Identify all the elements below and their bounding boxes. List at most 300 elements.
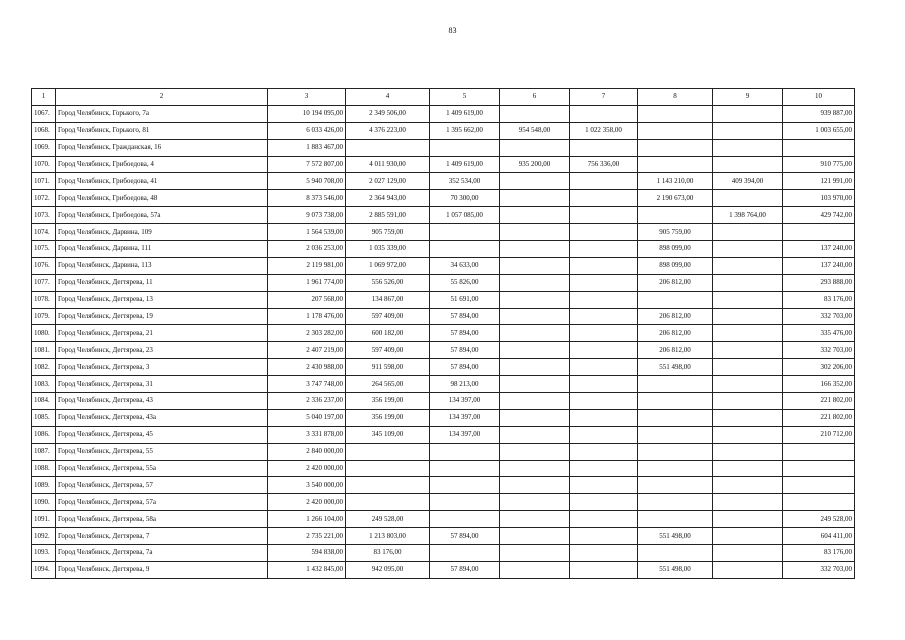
address-cell: Город Челябинск, Грибоедова, 57а: [56, 207, 268, 224]
row-number-cell: 1088.: [32, 460, 56, 477]
value-cell: [500, 545, 570, 562]
value-cell: 600 182,00: [346, 325, 430, 342]
value-cell: [713, 511, 783, 528]
value-cell: 597 409,00: [346, 342, 430, 359]
value-cell: [638, 393, 713, 410]
address-cell: Город Челябинск, Дегтярева, 11: [56, 274, 268, 291]
row-number-cell: 1077.: [32, 274, 56, 291]
value-cell: 935 200,00: [500, 156, 570, 173]
value-cell: 57 894,00: [430, 561, 500, 578]
value-cell: 134 397,00: [430, 409, 500, 426]
value-cell: [500, 561, 570, 578]
value-cell: [570, 257, 638, 274]
value-cell: [500, 409, 570, 426]
value-cell: 1 398 764,00: [713, 207, 783, 224]
table-row: [32, 545, 855, 562]
column-header-8: 8: [638, 89, 713, 106]
address-cell: Город Челябинск, Горького, 81: [56, 122, 268, 139]
value-cell: 898 099,00: [638, 257, 713, 274]
table-row: [32, 511, 855, 528]
value-cell: 345 109,00: [346, 426, 430, 443]
value-cell: 1 409 619,00: [430, 105, 500, 122]
value-cell: 2 027 129,00: [346, 173, 430, 190]
table-row: [32, 494, 855, 511]
data-table: [31, 88, 855, 579]
value-cell: [570, 224, 638, 241]
value-cell: 939 887,00: [783, 105, 855, 122]
value-cell: [783, 139, 855, 156]
value-cell: [500, 274, 570, 291]
table-row: [32, 105, 855, 122]
table-row: [32, 426, 855, 443]
table-row: [32, 173, 855, 190]
value-cell: 1 003 655,00: [783, 122, 855, 139]
address-cell: Город Челябинск, Дарвина, 113: [56, 257, 268, 274]
column-header-7: 7: [570, 89, 638, 106]
value-cell: [500, 291, 570, 308]
value-cell: [570, 359, 638, 376]
value-cell: 1 961 774,00: [268, 274, 346, 291]
value-cell: [713, 561, 783, 578]
value-cell: 898 099,00: [638, 241, 713, 258]
value-cell: [638, 511, 713, 528]
value-cell: 103 970,00: [783, 190, 855, 207]
value-cell: 3 540 000,00: [268, 477, 346, 494]
table-body: [32, 105, 855, 578]
table-row: [32, 224, 855, 241]
table-row: [32, 325, 855, 342]
address-cell: Город Челябинск, Грибоедова, 4: [56, 156, 268, 173]
value-cell: 1 266 104,00: [268, 511, 346, 528]
row-number-cell: 1092.: [32, 528, 56, 545]
value-cell: [713, 257, 783, 274]
value-cell: 1 022 358,00: [570, 122, 638, 139]
value-cell: [713, 325, 783, 342]
value-cell: 293 888,00: [783, 274, 855, 291]
value-cell: [570, 274, 638, 291]
value-cell: [638, 409, 713, 426]
row-number-cell: 1083.: [32, 376, 56, 393]
value-cell: [570, 511, 638, 528]
value-cell: 905 759,00: [638, 224, 713, 241]
address-cell: Город Челябинск, Гражданская, 16: [56, 139, 268, 156]
address-cell: Город Челябинск, Дегтярева, 23: [56, 342, 268, 359]
value-cell: [638, 426, 713, 443]
value-cell: 249 528,00: [346, 511, 430, 528]
row-number-cell: 1087.: [32, 443, 56, 460]
value-cell: 57 894,00: [430, 342, 500, 359]
value-cell: [638, 207, 713, 224]
value-cell: 4 011 930,00: [346, 156, 430, 173]
row-number-cell: 1074.: [32, 224, 56, 241]
value-cell: 551 498,00: [638, 359, 713, 376]
value-cell: [713, 359, 783, 376]
value-cell: 121 991,00: [783, 173, 855, 190]
value-cell: [570, 426, 638, 443]
value-cell: [713, 460, 783, 477]
value-cell: [713, 122, 783, 139]
value-cell: 134 397,00: [430, 393, 500, 410]
value-cell: 1 564 539,00: [268, 224, 346, 241]
value-cell: [570, 105, 638, 122]
value-cell: [500, 308, 570, 325]
value-cell: 2 885 591,00: [346, 207, 430, 224]
address-cell: Город Челябинск, Дегтярева, 43: [56, 393, 268, 410]
value-cell: 206 812,00: [638, 308, 713, 325]
address-cell: Город Челябинск, Дегтярева, 19: [56, 308, 268, 325]
row-number-cell: 1085.: [32, 409, 56, 426]
value-cell: [638, 139, 713, 156]
value-cell: [500, 393, 570, 410]
value-cell: [500, 325, 570, 342]
value-cell: 2 364 943,00: [346, 190, 430, 207]
value-cell: [500, 426, 570, 443]
row-number-cell: 1075.: [32, 241, 56, 258]
value-cell: [713, 376, 783, 393]
address-cell: Город Челябинск, Дегтярева, 58а: [56, 511, 268, 528]
value-cell: 942 095,00: [346, 561, 430, 578]
value-cell: 1 883 467,00: [268, 139, 346, 156]
address-cell: Город Челябинск, Грибоедова, 41: [56, 173, 268, 190]
table-row: [32, 376, 855, 393]
value-cell: 352 534,00: [430, 173, 500, 190]
value-cell: [500, 139, 570, 156]
value-cell: [783, 460, 855, 477]
value-cell: 34 633,00: [430, 257, 500, 274]
value-cell: 2 303 282,00: [268, 325, 346, 342]
value-cell: 206 812,00: [638, 325, 713, 342]
value-cell: [713, 426, 783, 443]
row-number-cell: 1091.: [32, 511, 56, 528]
value-cell: 356 199,00: [346, 393, 430, 410]
value-cell: [346, 460, 430, 477]
value-cell: [346, 139, 430, 156]
value-cell: [430, 494, 500, 511]
value-cell: 556 526,00: [346, 274, 430, 291]
value-cell: [713, 241, 783, 258]
value-cell: [500, 342, 570, 359]
value-cell: 905 759,00: [346, 224, 430, 241]
value-cell: 2 407 219,00: [268, 342, 346, 359]
value-cell: 83 176,00: [783, 545, 855, 562]
value-cell: [638, 122, 713, 139]
value-cell: 70 300,00: [430, 190, 500, 207]
value-cell: 1 409 619,00: [430, 156, 500, 173]
value-cell: [783, 494, 855, 511]
value-cell: 597 409,00: [346, 308, 430, 325]
value-cell: 2 735 221,00: [268, 528, 346, 545]
row-number-cell: 1080.: [32, 325, 56, 342]
value-cell: 249 528,00: [783, 511, 855, 528]
value-cell: [713, 443, 783, 460]
value-cell: 137 240,00: [783, 257, 855, 274]
value-cell: 1 432 845,00: [268, 561, 346, 578]
value-cell: [638, 545, 713, 562]
row-number-cell: 1089.: [32, 477, 56, 494]
row-number-cell: 1068.: [32, 122, 56, 139]
value-cell: 2 190 673,00: [638, 190, 713, 207]
address-cell: Город Челябинск, Дегтярева, 9: [56, 561, 268, 578]
value-cell: 57 894,00: [430, 325, 500, 342]
column-header-6: 6: [500, 89, 570, 106]
value-cell: [430, 477, 500, 494]
header-row: [32, 89, 855, 106]
value-cell: [500, 190, 570, 207]
value-cell: 2 420 000,00: [268, 460, 346, 477]
value-cell: [500, 511, 570, 528]
value-cell: [713, 105, 783, 122]
row-number-cell: 1067.: [32, 105, 56, 122]
value-cell: [713, 393, 783, 410]
address-cell: Город Челябинск, Грибоедова, 48: [56, 190, 268, 207]
value-cell: 55 826,00: [430, 274, 500, 291]
table-row: [32, 156, 855, 173]
row-number-cell: 1094.: [32, 561, 56, 578]
address-cell: Город Челябинск, Дегтярева, 43а: [56, 409, 268, 426]
table-row: [32, 443, 855, 460]
value-cell: 1 213 803,00: [346, 528, 430, 545]
value-cell: 335 476,00: [783, 325, 855, 342]
value-cell: 210 712,00: [783, 426, 855, 443]
value-cell: [570, 241, 638, 258]
value-cell: 1 178 476,00: [268, 308, 346, 325]
value-cell: [500, 173, 570, 190]
value-cell: 264 565,00: [346, 376, 430, 393]
value-cell: 3 331 878,00: [268, 426, 346, 443]
value-cell: 2 420 000,00: [268, 494, 346, 511]
row-number-cell: 1073.: [32, 207, 56, 224]
row-number-cell: 1076.: [32, 257, 56, 274]
table-row: [32, 477, 855, 494]
value-cell: [638, 460, 713, 477]
value-cell: [570, 342, 638, 359]
value-cell: [713, 342, 783, 359]
address-cell: Город Челябинск, Дегтярева, 31: [56, 376, 268, 393]
row-number-cell: 1081.: [32, 342, 56, 359]
value-cell: 206 812,00: [638, 342, 713, 359]
column-header-4: 4: [346, 89, 430, 106]
value-cell: 8 373 546,00: [268, 190, 346, 207]
table-row: [32, 190, 855, 207]
value-cell: 551 498,00: [638, 528, 713, 545]
value-cell: 134 397,00: [430, 426, 500, 443]
value-cell: [570, 528, 638, 545]
value-cell: [500, 528, 570, 545]
value-cell: 409 394,00: [713, 173, 783, 190]
value-cell: 2 119 981,00: [268, 257, 346, 274]
value-cell: [570, 173, 638, 190]
value-cell: [430, 545, 500, 562]
value-cell: 1 395 662,00: [430, 122, 500, 139]
value-cell: 137 240,00: [783, 241, 855, 258]
value-cell: [430, 443, 500, 460]
table-row: [32, 207, 855, 224]
value-cell: [570, 376, 638, 393]
value-cell: 166 352,00: [783, 376, 855, 393]
value-cell: [638, 156, 713, 173]
column-header-3: 3: [268, 89, 346, 106]
value-cell: 302 206,00: [783, 359, 855, 376]
value-cell: 332 703,00: [783, 342, 855, 359]
value-cell: 98 213,00: [430, 376, 500, 393]
value-cell: 3 747 748,00: [268, 376, 346, 393]
column-header-5: 5: [430, 89, 500, 106]
table-row: [32, 528, 855, 545]
value-cell: 206 812,00: [638, 274, 713, 291]
address-cell: Город Челябинск, Дегтярева, 13: [56, 291, 268, 308]
value-cell: [570, 545, 638, 562]
value-cell: 911 598,00: [346, 359, 430, 376]
row-number-cell: 1086.: [32, 426, 56, 443]
value-cell: 2 430 988,00: [268, 359, 346, 376]
table-row: [32, 139, 855, 156]
address-cell: Город Челябинск, Дарвина, 111: [56, 241, 268, 258]
table-row: [32, 291, 855, 308]
row-number-cell: 1093.: [32, 545, 56, 562]
value-cell: [570, 443, 638, 460]
value-cell: [783, 477, 855, 494]
value-cell: 2 349 506,00: [346, 105, 430, 122]
value-cell: [570, 460, 638, 477]
value-cell: 1 035 339,00: [346, 241, 430, 258]
address-cell: Город Челябинск, Дарвина, 109: [56, 224, 268, 241]
column-header-1: 1: [32, 89, 56, 106]
value-cell: 221 802,00: [783, 393, 855, 410]
address-cell: Город Челябинск, Дегтярева, 57а: [56, 494, 268, 511]
address-cell: Город Челябинск, Горького, 7а: [56, 105, 268, 122]
table-row: [32, 342, 855, 359]
value-cell: [430, 224, 500, 241]
value-cell: [500, 477, 570, 494]
row-number-cell: 1078.: [32, 291, 56, 308]
address-cell: Город Челябинск, Дегтярева, 57: [56, 477, 268, 494]
value-cell: 1 057 085,00: [430, 207, 500, 224]
value-cell: 134 867,00: [346, 291, 430, 308]
value-cell: 604 411,00: [783, 528, 855, 545]
value-cell: 594 838,00: [268, 545, 346, 562]
value-cell: 57 894,00: [430, 359, 500, 376]
value-cell: 2 840 000,00: [268, 443, 346, 460]
value-cell: 5 040 197,00: [268, 409, 346, 426]
value-cell: 57 894,00: [430, 308, 500, 325]
value-cell: 2 336 237,00: [268, 393, 346, 410]
table-row: [32, 561, 855, 578]
column-header-9: 9: [713, 89, 783, 106]
table-row: [32, 241, 855, 258]
value-cell: [430, 241, 500, 258]
value-cell: 5 940 708,00: [268, 173, 346, 190]
address-cell: Город Челябинск, Дегтярева, 7а: [56, 545, 268, 562]
value-cell: [638, 477, 713, 494]
value-cell: [500, 494, 570, 511]
row-number-cell: 1082.: [32, 359, 56, 376]
value-cell: [783, 224, 855, 241]
value-cell: [638, 291, 713, 308]
value-cell: [500, 224, 570, 241]
table-row: [32, 359, 855, 376]
address-cell: Город Челябинск, Дегтярева, 55а: [56, 460, 268, 477]
value-cell: [713, 274, 783, 291]
value-cell: [570, 561, 638, 578]
value-cell: [570, 494, 638, 511]
value-cell: 2 036 253,00: [268, 241, 346, 258]
value-cell: [570, 393, 638, 410]
value-cell: 4 376 223,00: [346, 122, 430, 139]
column-header-2: 2: [56, 89, 268, 106]
table-row: [32, 257, 855, 274]
value-cell: 756 336,00: [570, 156, 638, 173]
column-header-10: 10: [783, 89, 855, 106]
value-cell: 954 548,00: [500, 122, 570, 139]
value-cell: [713, 156, 783, 173]
value-cell: [500, 105, 570, 122]
value-cell: 83 176,00: [346, 545, 430, 562]
value-cell: [500, 207, 570, 224]
row-number-cell: 1079.: [32, 308, 56, 325]
address-cell: Город Челябинск, Дегтярева, 45: [56, 426, 268, 443]
value-cell: [500, 460, 570, 477]
address-cell: Город Челябинск, Дегтярева, 55: [56, 443, 268, 460]
row-number-cell: 1090.: [32, 494, 56, 511]
value-cell: [570, 409, 638, 426]
value-cell: 6 033 426,00: [268, 122, 346, 139]
value-cell: [346, 477, 430, 494]
table-row: [32, 393, 855, 410]
address-cell: Город Челябинск, Дегтярева, 7: [56, 528, 268, 545]
value-cell: 429 742,00: [783, 207, 855, 224]
value-cell: [638, 105, 713, 122]
value-cell: [638, 494, 713, 511]
value-cell: [570, 139, 638, 156]
value-cell: [570, 477, 638, 494]
value-cell: [570, 291, 638, 308]
value-cell: 9 073 738,00: [268, 207, 346, 224]
value-cell: 332 703,00: [783, 561, 855, 578]
value-cell: [500, 241, 570, 258]
value-cell: [346, 494, 430, 511]
value-cell: [500, 359, 570, 376]
value-cell: 1 143 210,00: [638, 173, 713, 190]
value-cell: 551 498,00: [638, 561, 713, 578]
value-cell: [783, 443, 855, 460]
row-number-cell: 1084.: [32, 393, 56, 410]
value-cell: [713, 409, 783, 426]
table-row: [32, 409, 855, 426]
value-cell: 332 703,00: [783, 308, 855, 325]
value-cell: [570, 207, 638, 224]
value-cell: 910 775,00: [783, 156, 855, 173]
value-cell: [713, 291, 783, 308]
table-row: [32, 460, 855, 477]
value-cell: [713, 545, 783, 562]
value-cell: [500, 257, 570, 274]
value-cell: [570, 308, 638, 325]
value-cell: [430, 511, 500, 528]
value-cell: [713, 528, 783, 545]
value-cell: [713, 139, 783, 156]
value-cell: 51 691,00: [430, 291, 500, 308]
value-cell: [430, 460, 500, 477]
address-cell: Город Челябинск, Дегтярева, 21: [56, 325, 268, 342]
row-number-cell: 1072.: [32, 190, 56, 207]
value-cell: 356 199,00: [346, 409, 430, 426]
value-cell: [570, 325, 638, 342]
value-cell: [500, 443, 570, 460]
value-cell: [713, 224, 783, 241]
value-cell: [430, 139, 500, 156]
value-cell: [570, 190, 638, 207]
value-cell: [713, 308, 783, 325]
